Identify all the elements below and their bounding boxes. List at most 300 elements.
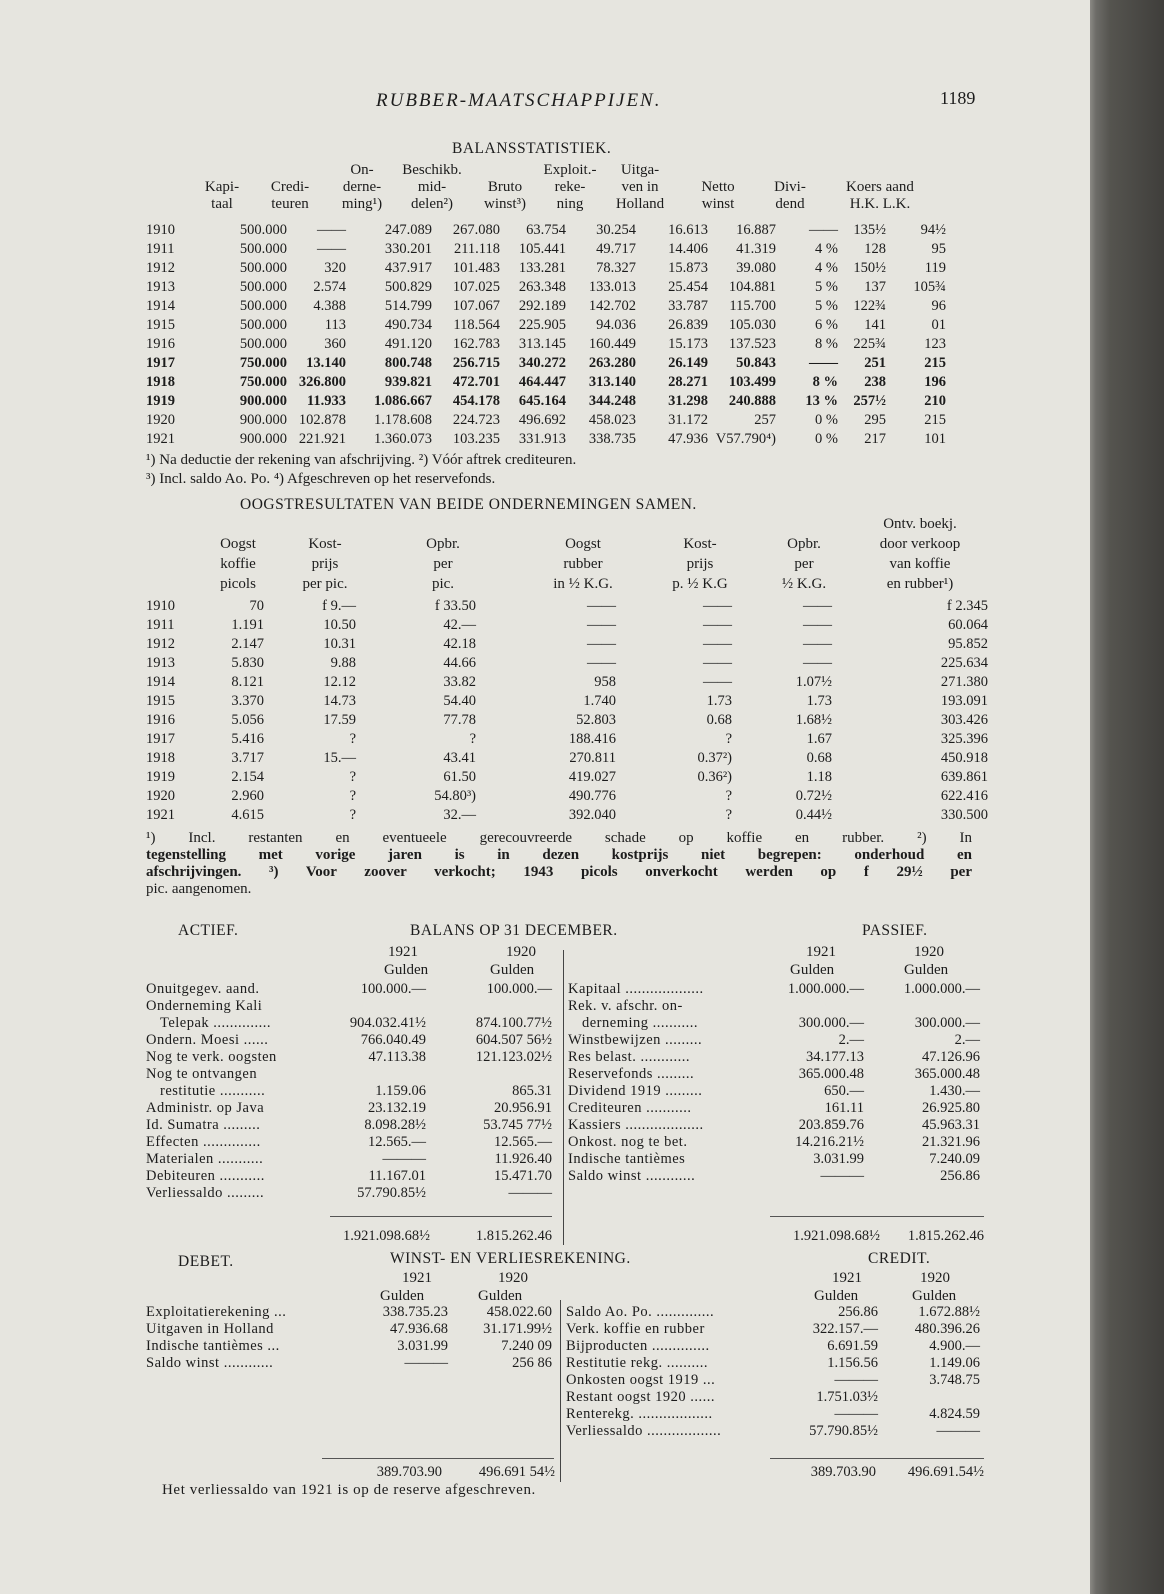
table-cell: ? — [469, 731, 476, 747]
table-cell: 8 % — [812, 374, 838, 390]
table-row — [146, 393, 986, 412]
table-cell: 270.811 — [569, 750, 616, 766]
balans-actief-label: Debiteuren ........... — [146, 1168, 265, 1184]
balans-passief-row — [0, 1100, 1090, 1117]
year-cell: 1916 — [146, 336, 175, 352]
balans-stat-col-header: Credi- teuren — [270, 179, 310, 212]
wv-credit-label: Restant oogst 1920 ...... — [566, 1389, 716, 1405]
table-cell: 215 — [924, 412, 946, 428]
wv-title: WINST- EN VERLIESREKENING. — [390, 1250, 631, 1267]
table-cell: 340.272 — [518, 355, 566, 371]
wv-credit-label: Bijproducten .............. — [566, 1338, 710, 1354]
table-row — [146, 241, 986, 260]
balans-total-left-b: 1.815.262.46 — [475, 1228, 552, 1244]
wv-credit-row — [0, 1321, 1090, 1338]
balans-actief-1920: 53.745 77½ — [483, 1117, 552, 1133]
table-cell: —— — [703, 674, 732, 690]
balans-actief-label: Telepak .............. — [160, 1015, 272, 1031]
table-cell: 122¾ — [853, 298, 886, 314]
balans-passief-row — [0, 1151, 1090, 1168]
balans-actief-1921: 12.565.— — [368, 1134, 426, 1150]
table-cell: 0.44½ — [795, 807, 832, 823]
table-row — [146, 674, 986, 693]
table-cell: 750.000 — [239, 355, 287, 371]
table-cell: 11.933 — [306, 393, 346, 409]
table-cell: 800.748 — [384, 355, 432, 371]
table-cell: 28.271 — [668, 374, 708, 390]
running-title: RUBBER-MAATSCHAPPIJEN. — [376, 90, 662, 111]
table-cell: 958 — [594, 674, 616, 690]
table-cell: 8.121 — [231, 674, 264, 690]
balans-stat-col-header: Netto winst — [701, 179, 735, 212]
year-cell: 1910 — [146, 598, 175, 614]
wv-total-rule-left — [322, 1458, 554, 1459]
balans-actief-1921: 23.132.19 — [368, 1100, 426, 1116]
table-cell: 622.416 — [940, 788, 988, 804]
table-cell: 54.40 — [443, 693, 476, 709]
table-cell: 1.73 — [806, 693, 832, 709]
balans-year-label: Gulden — [384, 962, 429, 978]
oogst-footnote-line: pic. aangenomen. — [146, 881, 252, 897]
balans-actief-1920: 100.000.— — [486, 981, 552, 997]
table-cell: 5.056 — [231, 712, 264, 728]
balans-year-label: Gulden — [490, 962, 535, 978]
table-cell: 5 % — [815, 279, 838, 295]
balans-stat-col-header: Koers aand H.K. L.K. — [846, 179, 914, 212]
balans-stat-footnote-2: ³) Incl. saldo Ao. Po. ⁴) Afgeschreven op het reservefonds. — [146, 471, 496, 487]
balans-actief-1920: 20.956.91 — [494, 1100, 552, 1116]
table-cell: 196 — [924, 374, 946, 390]
table-cell: 25.454 — [668, 279, 708, 295]
table-cell: —— — [587, 598, 616, 614]
balans-actief-label: Nog te verk. oogsten — [146, 1049, 277, 1065]
table-row — [146, 336, 986, 355]
table-row — [146, 355, 986, 374]
table-cell: 42.— — [443, 617, 476, 633]
table-cell: 135½ — [853, 222, 886, 238]
balans-passief-1920: 2.— — [954, 1032, 980, 1048]
balans-actief-heading: ACTIEF. — [178, 922, 239, 939]
wv-credit-row — [0, 1372, 1090, 1389]
table-cell: 16.613 — [668, 222, 708, 238]
table-cell: f 2.345 — [946, 598, 988, 614]
table-cell: —— — [703, 655, 732, 671]
table-row — [146, 279, 986, 298]
table-cell: 330.500 — [940, 807, 988, 823]
year-cell: 1911 — [146, 617, 175, 633]
wv-total-right-a: 389.703.90 — [810, 1464, 876, 1480]
wv-credit-1920: 1.672.88½ — [918, 1304, 980, 1320]
table-cell: 3.717 — [231, 750, 264, 766]
table-cell: 2.960 — [231, 788, 264, 804]
balans-year-label: 1920 — [914, 944, 944, 960]
table-cell: 500.829 — [384, 279, 432, 295]
table-cell: 94½ — [920, 222, 946, 238]
balans-passief-label: Rek. v. afschr. on- — [568, 998, 683, 1014]
table-cell: 257 — [754, 412, 776, 428]
balans-passief-1921: 3.031.99 — [813, 1151, 864, 1167]
balans-passief-1921: 2.— — [838, 1032, 864, 1048]
balans-passief-row — [0, 1168, 1090, 1185]
table-cell: 142.702 — [588, 298, 636, 314]
book-edge — [1090, 0, 1164, 1594]
table-row — [146, 750, 986, 769]
wv-closing-note: Het verliessaldo van 1921 is op de reserve afgeschreven. — [162, 1482, 536, 1498]
balans-passief-label: Kapitaal ................... — [568, 981, 704, 997]
table-cell: 639.861 — [940, 769, 988, 785]
table-cell: 33.787 — [668, 298, 708, 314]
balans-actief-1921: 11.167.01 — [368, 1168, 426, 1184]
wv-debet-1921: 338.735.23 — [382, 1304, 448, 1320]
table-cell: 210 — [924, 393, 946, 409]
table-cell: 247.089 — [384, 222, 432, 238]
table-cell: —— — [317, 241, 346, 257]
balans-stat-col-header: Beschikb. mid- delen²) — [402, 162, 462, 212]
table-cell: 303.426 — [940, 712, 988, 728]
year-cell: 1919 — [146, 769, 175, 785]
balans-actief-label: Administr. op Java — [146, 1100, 265, 1116]
table-row — [146, 769, 986, 788]
table-cell: 26.839 — [668, 317, 708, 333]
table-cell: 4 % — [815, 260, 838, 276]
year-cell: 1913 — [146, 279, 175, 295]
table-cell: 60.064 — [948, 617, 988, 633]
wv-credit-row — [0, 1423, 1090, 1440]
table-cell: 900.000 — [239, 412, 287, 428]
table-cell: ? — [349, 807, 356, 823]
table-cell: 4.388 — [313, 298, 346, 314]
balans-actief-1920: 604.507 56½ — [475, 1032, 552, 1048]
table-cell: 360 — [324, 336, 346, 352]
table-row — [146, 431, 986, 450]
table-cell: 54.80³) — [434, 788, 476, 804]
oogst-col-header: Opbr. per ½ K.G. — [781, 536, 827, 592]
oogst-col-header: Opbr. per pic. — [426, 536, 460, 592]
table-cell: 137 — [864, 279, 886, 295]
table-cell: 500.000 — [239, 222, 287, 238]
table-cell: 939.821 — [384, 374, 432, 390]
table-cell: 0.68 — [806, 750, 832, 766]
year-cell: 1917 — [146, 355, 175, 371]
table-cell: 95 — [931, 241, 946, 257]
balans-actief-row — [0, 1185, 1090, 1202]
table-cell: 257½ — [853, 393, 886, 409]
table-row — [146, 693, 986, 712]
balans-passief-1921: 650.— — [824, 1083, 864, 1099]
table-cell: 31.298 — [668, 393, 708, 409]
table-cell: 30.254 — [596, 222, 636, 238]
wv-debet-1920: 7.240 09 — [501, 1338, 552, 1354]
table-cell: 240.888 — [728, 393, 776, 409]
wv-credit-1921: 256.86 — [838, 1304, 878, 1320]
balans-passief-1921: 1.000.000.— — [787, 981, 864, 997]
wv-credit-1921: 57.790.85½ — [809, 1423, 878, 1439]
wv-credit-row — [0, 1338, 1090, 1355]
balans-passief-1920: 256.86 — [940, 1168, 980, 1184]
table-cell: 107.067 — [452, 298, 500, 314]
balans-actief-1920: 874.100.77½ — [475, 1015, 552, 1031]
table-cell: 15.— — [323, 750, 356, 766]
balans-passief-1920: 365.000.48 — [914, 1066, 980, 1082]
table-cell: 42.18 — [443, 636, 476, 652]
wv-credit-row — [0, 1406, 1090, 1423]
table-cell: 188.416 — [568, 731, 616, 747]
table-cell: 9.88 — [330, 655, 356, 671]
wv-credit-1921: ——— — [834, 1406, 878, 1422]
wv-debet-1920: 31.171.99½ — [483, 1321, 552, 1337]
table-row — [146, 636, 986, 655]
balans-total-rule-left — [330, 1216, 552, 1217]
table-cell: 137.523 — [728, 336, 776, 352]
table-cell: ? — [349, 731, 356, 747]
balans-passief-row — [0, 1134, 1090, 1151]
table-cell: 5 % — [815, 298, 838, 314]
balans-actief-1921: ——— — [382, 1151, 426, 1167]
table-cell: 491.120 — [384, 336, 432, 352]
wv-credit-label: Verliessaldo .................. — [566, 1423, 722, 1439]
oogst-footnote-line: afschrijvingen. ³) Voor zoover verkocht; 1943 picols onverkocht werden op f 29½ per — [146, 864, 972, 880]
balans-passief-1921: 34.177.13 — [806, 1049, 864, 1065]
oogst-footnote-line: tegenstelling met vorige jaren is in dezen kostprijs niet begrepen: onderhoud en — [146, 847, 972, 863]
wv-credit-row — [0, 1355, 1090, 1372]
wv-credit-1920: 1.149.06 — [929, 1355, 980, 1371]
table-cell: 94.036 — [596, 317, 636, 333]
balans-passief-label: Kassiers ................... — [568, 1117, 704, 1133]
wv-total-left-a: 389.703.90 — [376, 1464, 442, 1480]
table-cell: 500.000 — [239, 241, 287, 257]
table-cell: 15.873 — [668, 260, 708, 276]
year-cell: 1911 — [146, 241, 175, 257]
table-cell: 472.701 — [452, 374, 500, 390]
table-row — [146, 374, 986, 393]
table-cell: 464.447 — [518, 374, 566, 390]
page-number: 1189 — [940, 88, 976, 108]
table-row — [146, 712, 986, 731]
table-cell: 251 — [864, 355, 886, 371]
wv-year-label: Gulden — [814, 1288, 859, 1304]
table-cell: 2.574 — [313, 279, 346, 295]
balans-year-label: 1921 — [806, 944, 836, 960]
table-cell: 0.68 — [706, 712, 732, 728]
balans-stat-title: BALANSSTATISTIEK. — [452, 140, 612, 157]
balans-stat-col-header: Divi- dend — [774, 179, 806, 212]
table-cell: —— — [803, 617, 832, 633]
balans-passief-1920: 1.430.— — [929, 1083, 980, 1099]
table-cell: 645.164 — [518, 393, 566, 409]
table-cell: 52.803 — [576, 712, 616, 728]
table-cell: 0.72½ — [795, 788, 832, 804]
table-row — [146, 412, 986, 431]
balans-title: BALANS OP 31 DECEMBER. — [410, 922, 618, 939]
table-cell: 5.830 — [231, 655, 264, 671]
table-cell: 43.41 — [443, 750, 476, 766]
table-cell: 3.370 — [231, 693, 264, 709]
table-cell: V57.790⁴) — [715, 431, 776, 447]
table-cell: 0.37²) — [697, 750, 732, 766]
balans-passief-1920: 7.240.09 — [929, 1151, 980, 1167]
balans-stat-col-header: Uitga- ven in Holland — [615, 162, 665, 212]
table-cell: 392.040 — [568, 807, 616, 823]
table-cell: 224.723 — [452, 412, 500, 428]
table-cell: 193.091 — [940, 693, 988, 709]
table-cell: 256.715 — [452, 355, 500, 371]
wv-credit-row — [0, 1389, 1090, 1406]
table-cell: 95.852 — [948, 636, 988, 652]
balans-passief-row — [0, 1015, 1090, 1032]
table-cell: 458.023 — [588, 412, 636, 428]
balans-passief-label: Winstbewijzen ......... — [568, 1032, 703, 1048]
table-cell: 900.000 — [239, 431, 287, 447]
balans-actief-1920: 121.123.02½ — [475, 1049, 552, 1065]
table-cell: 16.887 — [736, 222, 776, 238]
table-cell: 115.700 — [729, 298, 776, 314]
table-cell: 500.000 — [239, 336, 287, 352]
wv-credit-row — [0, 1304, 1090, 1321]
table-cell: —— — [317, 222, 346, 238]
table-cell: 41.319 — [736, 241, 776, 257]
year-cell: 1920 — [146, 412, 175, 428]
table-row — [146, 317, 986, 336]
table-row — [146, 617, 986, 636]
table-cell: 31.172 — [668, 412, 708, 428]
table-cell: 263.280 — [588, 355, 636, 371]
table-cell: 490.734 — [384, 317, 432, 333]
balans-passief-heading: PASSIEF. — [862, 922, 928, 939]
oogst-col-header: Oogst koffie picols — [220, 536, 256, 592]
balans-actief-1920: 865.31 — [512, 1083, 552, 1099]
table-cell: 330.201 — [384, 241, 432, 257]
wv-credit-1921: 1.156.56 — [827, 1355, 878, 1371]
year-cell: 1918 — [146, 374, 175, 390]
balans-actief-label: restitutie ........... — [160, 1083, 266, 1099]
year-cell: 1921 — [146, 431, 175, 447]
table-cell: 1.178.608 — [374, 412, 432, 428]
year-cell: 1919 — [146, 393, 175, 409]
table-cell: 10.50 — [323, 617, 356, 633]
wv-year-label: Gulden — [478, 1288, 523, 1304]
balans-passief-1921: 300.000.— — [798, 1015, 864, 1031]
table-cell: 215 — [924, 355, 946, 371]
table-cell: 32.— — [443, 807, 476, 823]
balans-passief-1920: 21.321.96 — [922, 1134, 980, 1150]
year-cell: 1916 — [146, 712, 175, 728]
balans-actief-1921: 47.113.38 — [368, 1049, 426, 1065]
wv-total-rule-right — [770, 1458, 984, 1459]
table-cell: 0 % — [815, 412, 838, 428]
balans-passief-1920: 47.126.96 — [922, 1049, 980, 1065]
table-cell: 63.754 — [526, 222, 566, 238]
table-cell: 267.080 — [452, 222, 500, 238]
wv-debet-label: Saldo winst ............ — [146, 1355, 274, 1371]
wv-debet-1921: 3.031.99 — [397, 1338, 448, 1354]
balans-actief-label: Nog te ontvangen — [146, 1066, 258, 1082]
year-cell: 1912 — [146, 636, 175, 652]
wv-year-label: 1921 — [832, 1270, 862, 1286]
table-cell: 6 % — [815, 317, 838, 333]
year-cell: 1920 — [146, 788, 175, 804]
table-cell: 13.140 — [306, 355, 346, 371]
table-cell: 78.327 — [596, 260, 636, 276]
table-cell: —— — [803, 655, 832, 671]
wv-debet-1920: 256 86 — [512, 1355, 552, 1371]
table-row — [146, 731, 986, 750]
table-row — [146, 222, 986, 241]
table-cell: 225.634 — [940, 655, 988, 671]
table-cell: 105¾ — [913, 279, 946, 295]
table-cell: 0.36²) — [697, 769, 732, 785]
balans-passief-1921: 14.216.21½ — [795, 1134, 864, 1150]
table-cell: 107.025 — [452, 279, 500, 295]
table-cell: 162.783 — [452, 336, 500, 352]
wv-credit-1920: 4.900.— — [929, 1338, 980, 1354]
oogst-col-header: Kost- prijs per pic. — [302, 536, 348, 592]
table-cell: 0 % — [815, 431, 838, 447]
table-row — [146, 655, 986, 674]
year-cell: 1915 — [146, 317, 175, 333]
balans-stat-col-header: Kapi- taal — [204, 179, 240, 212]
wv-credit-1920: ——— — [936, 1423, 980, 1439]
table-cell: 160.449 — [588, 336, 636, 352]
table-row — [146, 807, 986, 826]
table-cell: 1.360.073 — [374, 431, 432, 447]
table-cell: 113 — [324, 317, 346, 333]
year-cell: 1918 — [146, 750, 175, 766]
table-cell: 101.483 — [452, 260, 500, 276]
table-cell: 133.013 — [588, 279, 636, 295]
table-cell: 14.73 — [323, 693, 356, 709]
table-cell: 128 — [864, 241, 886, 257]
table-cell: 344.248 — [588, 393, 636, 409]
table-cell: 500.000 — [239, 317, 287, 333]
year-cell: 1921 — [146, 807, 175, 823]
table-cell: 313.140 — [588, 374, 636, 390]
balans-total-left-a: 1.921.098.68½ — [343, 1228, 430, 1244]
balans-total-right-a: 1.921.098.68½ — [793, 1228, 880, 1244]
wv-debet-1921: ——— — [404, 1355, 448, 1371]
balans-passief-label: Reservefonds ......... — [568, 1066, 695, 1082]
table-cell: 102.878 — [298, 412, 346, 428]
balans-passief-1920: 1.000.000.— — [903, 981, 980, 997]
table-cell: 96 — [931, 298, 946, 314]
balans-actief-1920: 11.926.40 — [494, 1151, 552, 1167]
table-cell: 103.499 — [728, 374, 776, 390]
wv-credit-1921: 322.157.— — [812, 1321, 878, 1337]
table-cell: 900.000 — [239, 393, 287, 409]
wv-year-label: Gulden — [380, 1288, 425, 1304]
balans-passief-row — [0, 981, 1090, 998]
balans-passief-1921: ——— — [820, 1168, 864, 1184]
balans-passief-row — [0, 1083, 1090, 1100]
balans-passief-label: Crediteuren ........... — [568, 1100, 692, 1116]
balans-actief-label: Ondern. Moesi ...... — [146, 1032, 269, 1048]
table-cell: 1.18 — [806, 769, 832, 785]
balans-actief-1921: 8.098.28½ — [364, 1117, 426, 1133]
oogst-col-header: Ontv. boekj. door verkoop van koffie en rubber¹) — [879, 516, 961, 592]
table-cell: 119 — [924, 260, 946, 276]
wv-debet-1920: 458.022.60 — [486, 1304, 552, 1320]
balans-passief-1921: 365.000.48 — [798, 1066, 864, 1082]
balans-total-rule-right — [770, 1216, 984, 1217]
wv-credit-1921: 6.691.59 — [827, 1338, 878, 1354]
table-cell: 500.000 — [239, 279, 287, 295]
table-cell: 331.913 — [518, 431, 566, 447]
balans-passief-1921: 161.11 — [824, 1100, 864, 1116]
table-cell: 1.68½ — [795, 712, 832, 728]
balans-passief-1920: 45.963.31 — [922, 1117, 980, 1133]
wv-credit-label: Saldo Ao. Po. .............. — [566, 1304, 715, 1320]
table-cell: 496.692 — [518, 412, 566, 428]
table-cell: 118.564 — [453, 317, 500, 333]
